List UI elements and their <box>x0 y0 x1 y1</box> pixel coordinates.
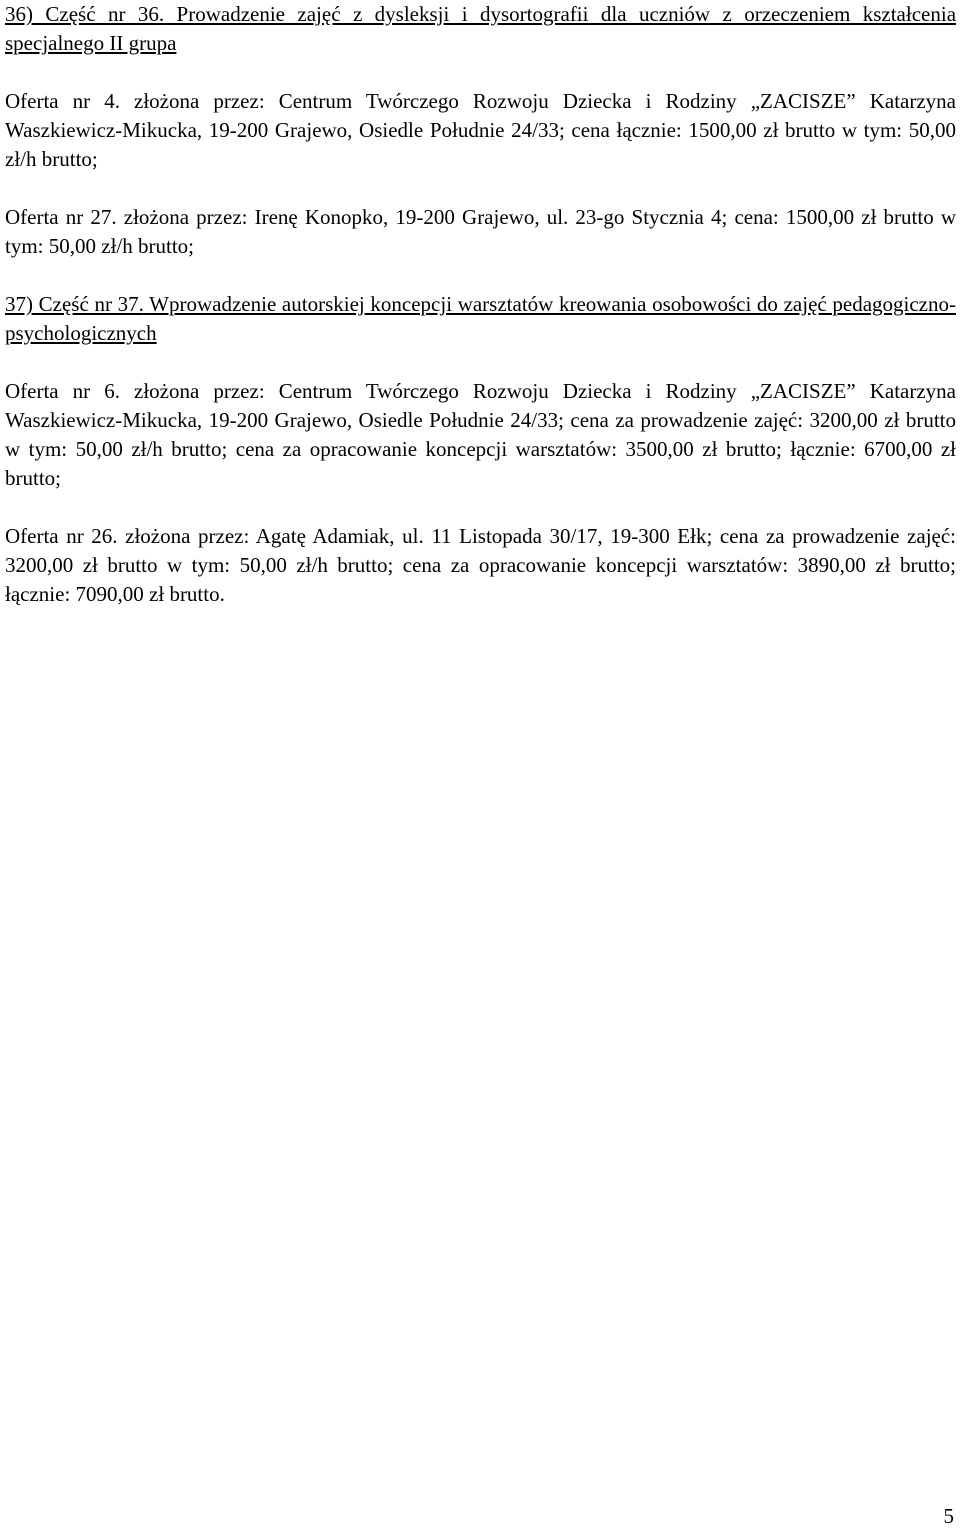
section-title-37: Wprowadzenie autorskiej koncepcji warsztatów kreowania osobowości do zajęć pedagogiczno-psychologicznych <box>5 292 956 345</box>
section-heading-37 <box>5 290 956 348</box>
section-number-37: 37) Część nr 37. <box>5 292 144 316</box>
offer-paragraph: Oferta nr 6. złożona przez: Centrum Twórczego Rozwoju Dziecka i Rodziny „ZACISZE” Katarzyna Waszkiewicz-Mikucka, 19-200 Grajewo, Osiedle Południe 24/33; cena za prowadzenie zajęć: 3200,00 zł brutto w tym: 50,00 zł/h brutto; cena za opracowanie koncepcji warsztatów: 3500,00 zł brutto; łącznie: 6700,00 zł brutto; <box>5 379 956 490</box>
offer-paragraph: Oferta nr 26. złożona przez: Agatę Adamiak, ul. 11 Listopada 30/17, 19-300 Ełk; cena za prowadzenie zajęć: 3200,00 zł brutto w tym: 50,00 zł/h brutto; cena za opracowanie koncepcji warsztatów: 3890,00 zł brutto; łącznie: 7090,00 zł brutto. <box>5 524 956 606</box>
offer-paragraph: Oferta nr 4. złożona przez: Centrum Twórczego Rozwoju Dziecka i Rodziny „ZACISZE” Katarzyna Waszkiewicz-Mikucka, 19-200 Grajewo, Osiedle Południe 24/33; cena łącznie: 1500,00 zł brutto w tym: 50,00 zł/h brutto; <box>5 89 956 171</box>
section-heading-36 <box>5 0 956 58</box>
page-number: 5 <box>943 1504 954 1528</box>
section-number-36: 36) Część nr 36. <box>5 2 165 26</box>
document-page <box>5 0 956 609</box>
section-title-36: Prowadzenie zajęć z dysleksji i dysortografii dla uczniów z orzeczeniem kształcenia specjalnego II grupa <box>5 2 957 55</box>
offer-paragraph: Oferta nr 27. złożona przez: Irenę Konopko, 19-200 Grajewo, ul. 23-go Stycznia 4; cena: 1500,00 zł brutto w tym: 50,00 zł/h brutto; <box>5 205 956 258</box>
